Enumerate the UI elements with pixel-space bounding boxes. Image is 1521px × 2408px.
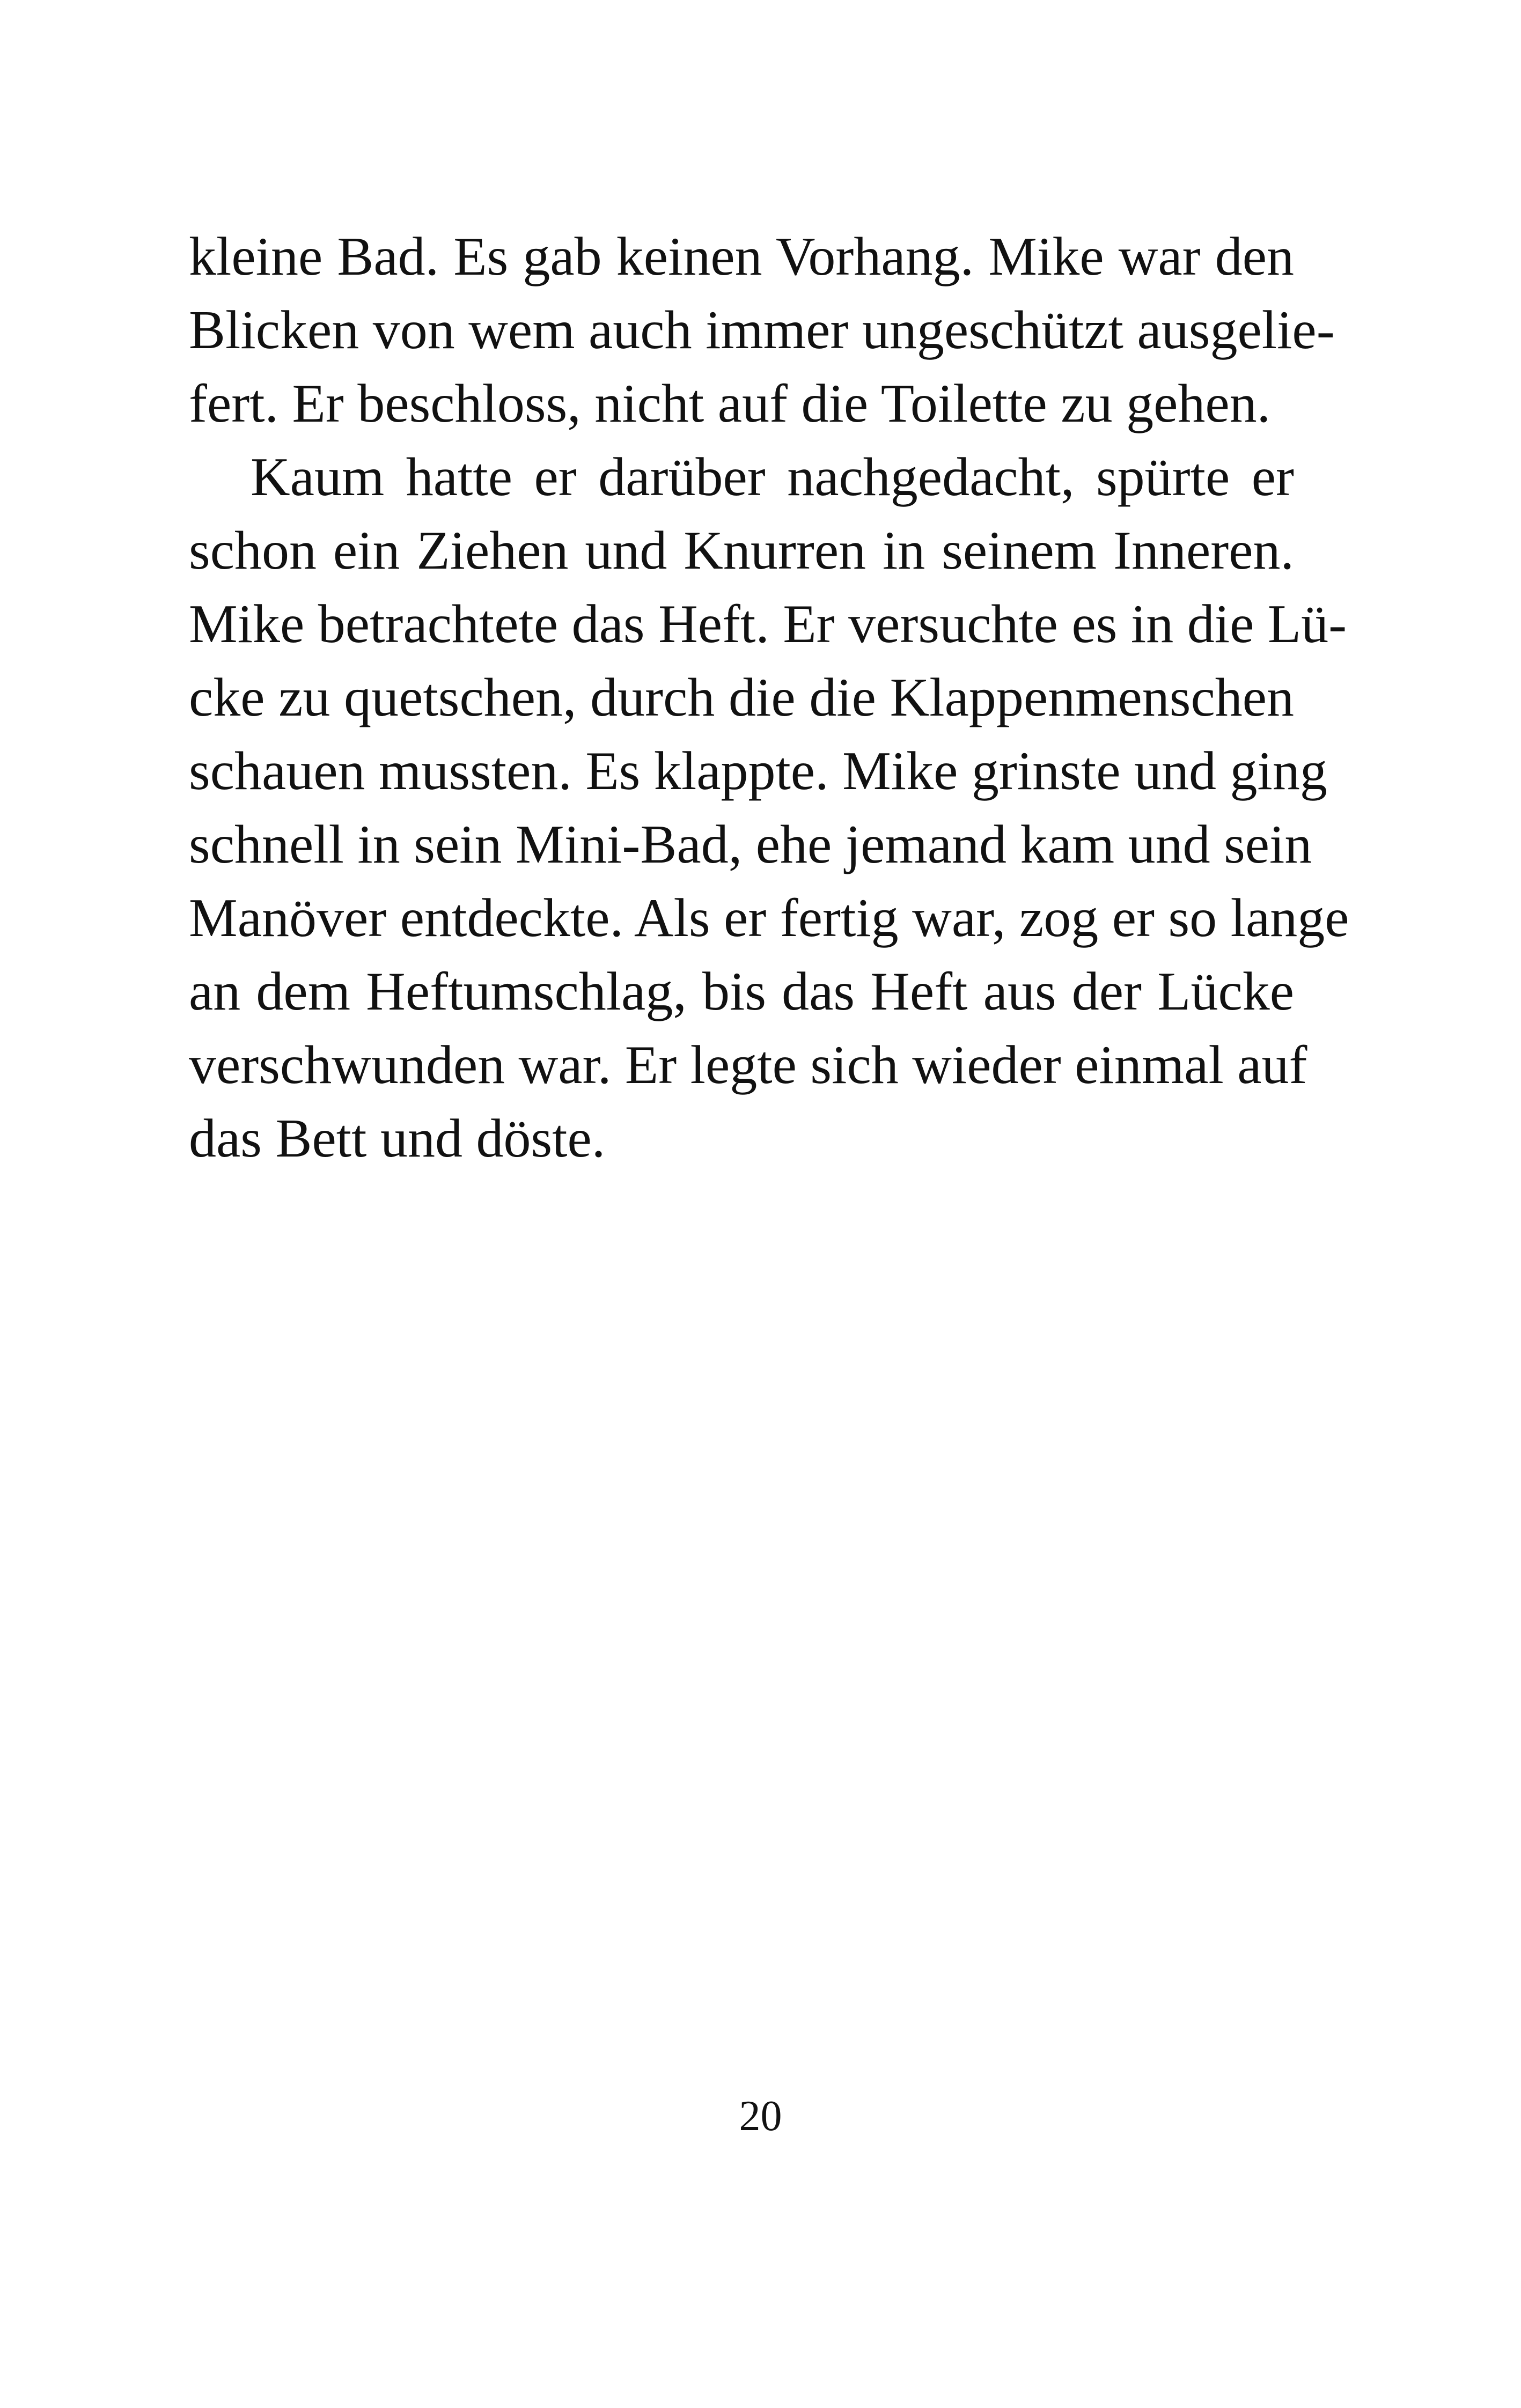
text-line: kleine Bad. Es gab keinen Vorhang. Mike war den [189, 226, 1294, 287]
page-number: 20 [739, 2093, 782, 2140]
text-line: schnell in sein Mini-Bad, ehe jemand kam und sein [189, 814, 1312, 875]
text-line: Kaum hatte er darüber nachgedacht, spürte er [251, 447, 1294, 507]
text-line: Mike betrachtete das Heft. Er versuchte es in die Lü- [189, 594, 1347, 654]
body-text [189, 220, 1349, 1175]
text-line: schauen mussten. Es klappte. Mike grinste und ging [189, 741, 1327, 801]
text-line: verschwunden war. Er legte sich wieder einmal auf [189, 1035, 1307, 1095]
text-line: Blicken von wem auch immer ungeschützt ausgelie- [189, 300, 1335, 360]
text-line: an dem Heftumschlag, bis das Heft aus der Lücke [189, 961, 1294, 1022]
text-line: schon ein Ziehen und Knurren in seinem Inneren. [189, 520, 1294, 581]
text-line: fert. Er beschloss, nicht auf die Toilette zu gehen. [189, 373, 1271, 434]
text-line: Manöver entdeckte. Als er fertig war, zog er so lange [189, 888, 1349, 948]
text-line: das Bett und döste. [189, 1108, 606, 1169]
text-line: cke zu quetschen, durch die die Klappenmenschen [189, 667, 1294, 728]
